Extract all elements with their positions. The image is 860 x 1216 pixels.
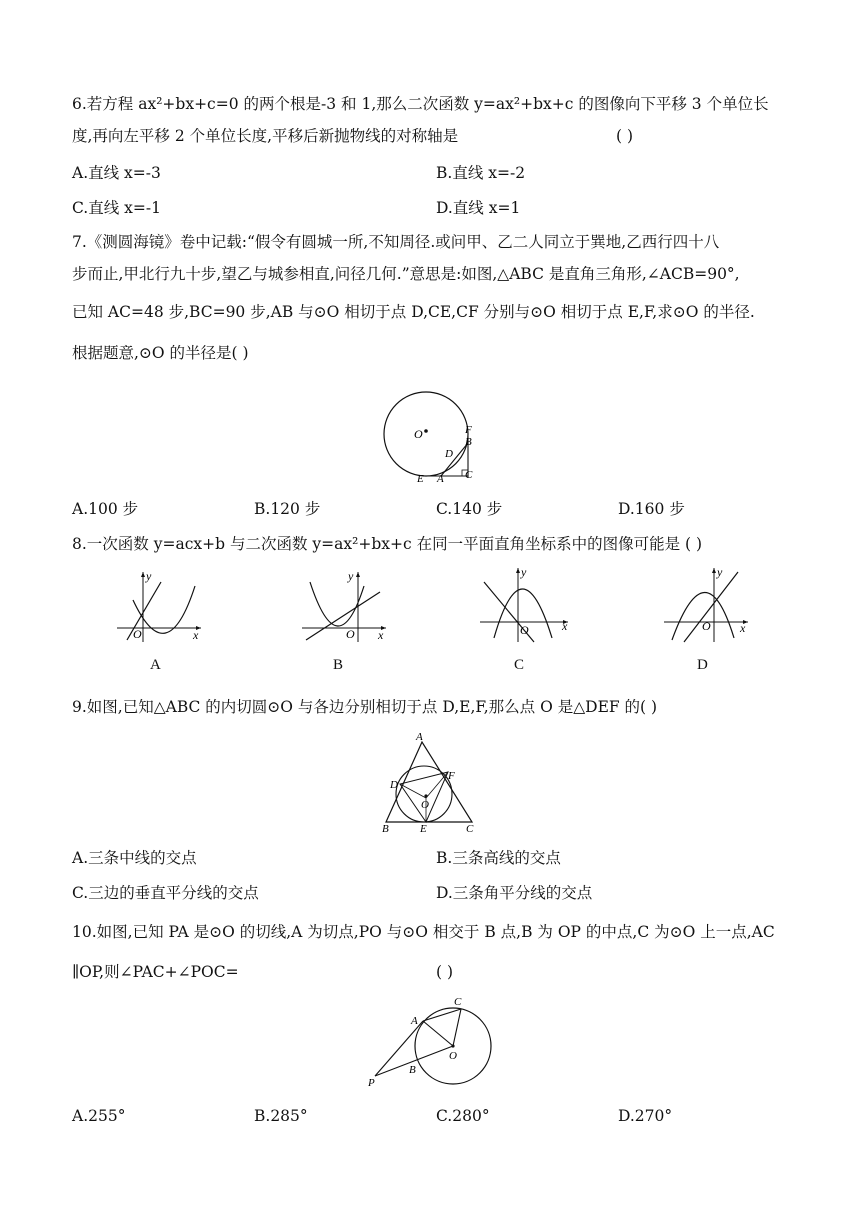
q7-label-o: O: [414, 427, 423, 441]
q7-center-dot: [424, 429, 428, 433]
q8-caption-c: C: [514, 657, 525, 673]
q9-option-d[interactable]: D.三条角平分线的交点: [436, 884, 593, 902]
q8-graph-c: [478, 564, 574, 644]
q7-option-b[interactable]: B.120 步: [254, 500, 321, 518]
q8b-label-y: y: [348, 569, 354, 583]
q8-caption-d: D: [697, 657, 708, 673]
q8-caption-b: B: [333, 657, 344, 673]
q9-option-b[interactable]: B.三条高线的交点: [436, 849, 561, 867]
q8a-label-y: y: [146, 569, 152, 583]
q7-option-d[interactable]: D.160 步: [618, 500, 685, 518]
q8-graph-d: [662, 564, 752, 644]
q8b-label-o: O: [346, 627, 355, 641]
q9-label-a: A: [416, 731, 423, 743]
q9-incircle: [396, 766, 452, 822]
q7-option-a[interactable]: A.100 步: [72, 500, 139, 518]
q8d-label-o: O: [702, 619, 711, 633]
q7-label-a: A: [437, 473, 444, 485]
q10-answer-bracket: ( ): [436, 963, 454, 981]
q10-stem-line2: ∥OP,则∠PAC+∠POC=: [72, 963, 239, 981]
q8-stem-line1: 8.一次函数 y=acx+b 与二次函数 y=ax²+bx+c 在同一平面直角坐标系中的图像可能是 ( ): [72, 535, 703, 553]
q10-option-d[interactable]: D.270°: [618, 1107, 673, 1125]
q9-stem-line1: 9.如图,已知△ABC 的内切圆⊙O 与各边分别相切于点 D,E,F,那么点 O 是△DEF 的( ): [72, 698, 658, 716]
q8-caption-a: A: [150, 657, 161, 673]
q7-figure: [375, 378, 485, 490]
q10-segment-pa: [375, 1021, 423, 1076]
q7-option-c[interactable]: C.140 步: [436, 500, 503, 518]
q7-stem-line4: 根据题意,⊙O 的半径是( ): [72, 344, 249, 362]
q7-label-f: F: [465, 424, 472, 436]
q10-figure: [365, 994, 497, 1092]
q8c-label-o: O: [520, 623, 529, 637]
q7-label-c: C: [465, 469, 473, 481]
q10-segment-oa: [423, 1021, 453, 1046]
q9-label-f: F: [448, 770, 455, 782]
q9-figure: [378, 728, 482, 836]
q7-stem-line1: 7.《测圆海镜》卷中记载:“假令有圆城一所,不知周径.或问甲、乙二人同立于巽地,乙西行四十八: [72, 233, 720, 251]
q6-option-a[interactable]: A.直线 x=-3: [72, 164, 161, 182]
q6-option-c[interactable]: C.直线 x=-1: [72, 199, 161, 217]
q10-label-p: P: [368, 1077, 375, 1089]
q9-label-c: C: [466, 823, 474, 835]
q10-label-o: O: [449, 1050, 457, 1062]
q8-graph-a: [115, 568, 205, 644]
q10-segment-oc: [453, 1009, 461, 1046]
q10-option-b[interactable]: B.285°: [254, 1107, 308, 1125]
q8a-label-o: O: [133, 627, 142, 641]
q6-stem-line2: 度,再向左平移 2 个单位长度,平移后新抛物线的对称轴是: [72, 127, 459, 145]
q9-option-c[interactable]: C.三边的垂直平分线的交点: [72, 884, 259, 902]
q8-graph-b: [300, 568, 390, 644]
q9-option-a[interactable]: A.三条中线的交点: [72, 849, 197, 867]
q8c-label-x: x: [562, 619, 568, 633]
q10-option-a[interactable]: A.255°: [72, 1107, 126, 1125]
q6-option-b[interactable]: B.直线 x=-2: [436, 164, 526, 182]
q8a-label-x: x: [193, 628, 199, 642]
q10-label-b: B: [409, 1064, 416, 1076]
q10-stem-line1: 10.如图,已知 PA 是⊙O 的切线,A 为切点,PO 与⊙O 相交于 B 点,B 为 OP 的中点,C 为⊙O 上一点,AC: [72, 923, 775, 941]
q7-stem-line3: 已知 AC=48 步,BC=90 步,AB 与⊙O 相切于点 D,CE,CF 分别与⊙O 相切于点 E,F,求⊙O 的半径.: [72, 303, 755, 321]
q6-stem-line1: 6.若方程 ax²+bx+c=0 的两个根是-3 和 1,那么二次函数 y=ax²+bx+c 的图像向下平移 3 个单位长: [72, 95, 769, 113]
q8d-label-x: x: [740, 621, 746, 635]
q9-label-e: E: [420, 823, 427, 835]
q7-stem-line2: 步而止,甲北行九十步,望乙与城参相直,问径几何.”意思是:如图,△ABC 是直角三角形,∠ACB=90°,: [72, 265, 740, 283]
q7-circle: [384, 392, 468, 476]
q7-label-b: B: [465, 436, 472, 448]
q8b-label-x: x: [378, 628, 384, 642]
q7-label-e: E: [417, 473, 424, 485]
q9-center-dot: [424, 794, 427, 797]
q10-option-c[interactable]: C.280°: [436, 1107, 490, 1125]
q6-option-d[interactable]: D.直线 x=1: [436, 199, 521, 217]
q10-segment-ac: [423, 1009, 461, 1021]
q6-answer-bracket: ( ): [616, 127, 634, 145]
q10-label-c: C: [454, 996, 462, 1008]
q8d-label-y: y: [717, 565, 723, 579]
q9-label-b: B: [382, 823, 389, 835]
q10-label-a: A: [411, 1015, 418, 1027]
q8c-label-y: y: [521, 565, 527, 579]
q9-label-o: O: [421, 799, 429, 811]
q7-label-d: D: [445, 448, 453, 460]
q9-label-d: D: [390, 779, 398, 791]
